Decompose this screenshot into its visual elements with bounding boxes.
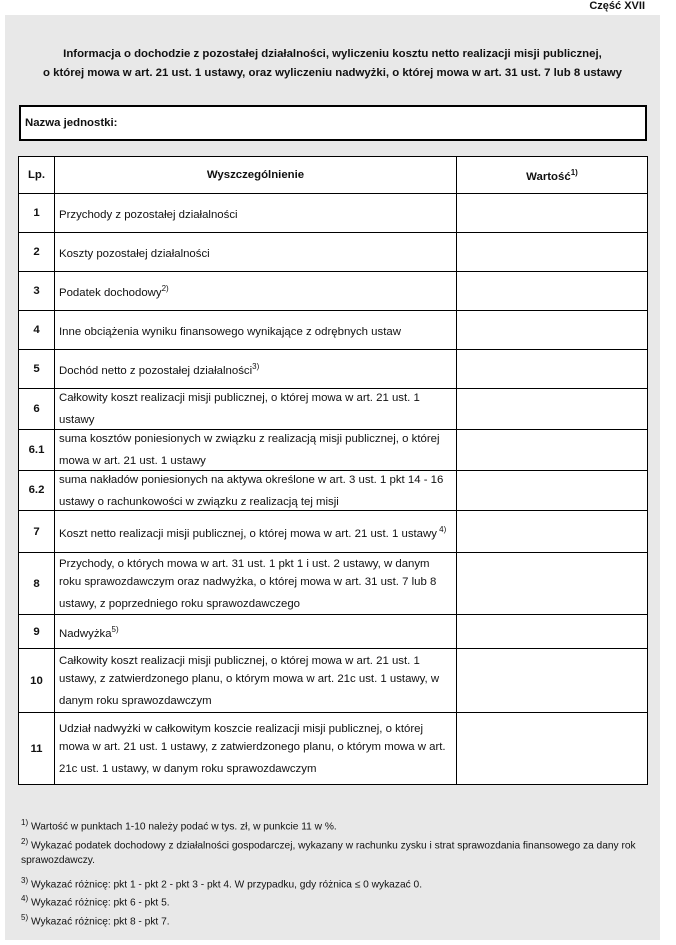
row-lp: 10 [19, 649, 55, 713]
form-title [5, 45, 660, 83]
table-header-row [19, 157, 648, 194]
row-lp: 8 [19, 553, 55, 615]
table-row [19, 389, 648, 430]
row-lp: 6.2 [19, 470, 55, 511]
row-footnote-ref: 2) [161, 284, 169, 294]
row-description-text: Nadwyżka [59, 627, 112, 640]
row-description-text: Koszt netto realizacji misji publicznej, o której mowa w art. 21 ust. 1 ustawy [59, 527, 437, 540]
unit-name-field[interactable] [19, 105, 647, 141]
row-description [55, 615, 457, 649]
row-description-text: suma nakładów poniesionych na aktywa określone w art. 3 ust. 1 pkt 14 - 16 ustawy o rachunkowości w związku z realizacją tej misji [59, 473, 444, 508]
table-row [19, 511, 648, 553]
unit-name-label: Nazwa jednostki: [25, 117, 118, 129]
footnote [21, 815, 646, 834]
footnote-number: 2) [21, 837, 29, 846]
row-description [55, 511, 457, 553]
table-row [19, 713, 648, 785]
table-row [19, 615, 648, 649]
row-value-cell[interactable] [457, 470, 648, 511]
row-description [55, 272, 457, 311]
header-value-footnote: 1) [570, 167, 578, 177]
row-description [55, 194, 457, 233]
footnote-text: Wykazać różnicę: pkt 1 - pkt 2 - pkt 3 - pkt 4. W przypadku, gdy różnica ≤ 0 wykazać 0. [28, 879, 423, 891]
row-description-text: Przychody z pozostałej działalności [59, 208, 238, 221]
header-specification: Wyszczególnienie [55, 157, 457, 194]
row-value-cell[interactable] [457, 713, 648, 785]
row-description [55, 350, 457, 389]
row-lp: 11 [19, 713, 55, 785]
row-value-cell[interactable] [457, 429, 648, 470]
row-value-cell[interactable] [457, 233, 648, 272]
table-row [19, 649, 648, 713]
footnote-text: Wykazać podatek dochodowy z działalności gospodarczej, wykazany w rachunku zysku i strat sprawozdania finansowego za dany rok sprawozdawczy. [21, 840, 636, 867]
row-description [55, 429, 457, 470]
table-row [19, 470, 648, 511]
table-row [19, 272, 648, 311]
row-value-cell[interactable] [457, 389, 648, 430]
row-description [55, 470, 457, 511]
row-value-cell[interactable] [457, 553, 648, 615]
table-row [19, 350, 648, 389]
row-value-cell[interactable] [457, 511, 648, 553]
footnote [21, 910, 646, 929]
row-description-text: suma kosztów poniesionych w związku z realizacją misji publicznej, o której mowa w art. 21 ust. 1 ustawy [59, 432, 440, 467]
row-lp: 6.1 [19, 429, 55, 470]
row-description-text: Dochód netto z pozostałej działalności [59, 364, 253, 377]
row-value-cell[interactable] [457, 194, 648, 233]
data-table [18, 156, 648, 785]
row-description-text: Inne obciążenia wyniku finansowego wynikające z odrębnych ustaw [59, 325, 401, 338]
footnote [21, 891, 646, 910]
header-value [457, 157, 648, 194]
row-description-text: Całkowity koszt realizacji misji publicznej, o której mowa w art. 21 ust. 1 ustawy, z zatwierdzonego planu, o którym mowa w art. 21c ust. 1 ustawy, w danym roku sprawozdawczym [59, 654, 440, 707]
row-description-text: Udział nadwyżki w całkowitym koszcie realizacji misji publicznej, o której mowa w art. 21 ust. 1 ustawy, z zatwierdzonego planu, o którym mowa w art. 21c ust. 1 ustawy, w danym roku sprawozdawczym [59, 722, 446, 775]
form-title-line-1: Informacja o dochodzie z pozostałej działalności, wyliczeniu kosztu netto realizacji misji publicznej, [63, 48, 602, 60]
row-description-text: Koszty pozostałej działalności [59, 247, 210, 260]
row-description-text: Podatek dochodowy [59, 286, 162, 299]
row-lp: 5 [19, 350, 55, 389]
row-lp: 1 [19, 194, 55, 233]
row-description [55, 713, 457, 785]
table-row [19, 311, 648, 350]
row-lp: 6 [19, 389, 55, 430]
table-row [19, 233, 648, 272]
form-title-line-2: o której mowa w art. 21 ust. 1 ustawy, oraz wyliczeniu nadwyżki, o której mowa w art. 31 ust. 7 lub 8 ustawy [43, 67, 622, 79]
row-value-cell[interactable] [457, 272, 648, 311]
footnote-number: 1) [21, 818, 29, 827]
row-value-cell[interactable] [457, 615, 648, 649]
row-description [55, 311, 457, 350]
footnote-text: Wykazać różnicę: pkt 6 - pkt 5. [28, 897, 170, 909]
row-lp: 9 [19, 615, 55, 649]
row-description [55, 389, 457, 430]
header-lp: Lp. [19, 157, 55, 194]
row-description [55, 233, 457, 272]
table-row [19, 194, 648, 233]
row-value-cell[interactable] [457, 350, 648, 389]
row-lp: 4 [19, 311, 55, 350]
row-value-cell[interactable] [457, 649, 648, 713]
footnote-number: 4) [21, 894, 29, 903]
row-lp: 3 [19, 272, 55, 311]
row-lp: 2 [19, 233, 55, 272]
row-value-cell[interactable] [457, 311, 648, 350]
footnote-number: 3) [21, 876, 29, 885]
part-label: Część XVII [589, 0, 645, 12]
table-row [19, 553, 648, 615]
table-row [19, 429, 648, 470]
row-lp: 7 [19, 511, 55, 553]
row-footnote-ref: 5) [111, 624, 119, 634]
row-description [55, 553, 457, 615]
row-footnote-ref: 3) [252, 362, 260, 372]
row-description [55, 649, 457, 713]
footnote-text: Wartość w punktach 1-10 należy podać w tys. zł, w punkcie 11 w %. [28, 821, 337, 833]
footnote [21, 834, 646, 868]
row-footnote-ref: 4) [436, 524, 447, 534]
header-value-label: Wartość [526, 170, 571, 183]
row-description-text: Przychody, o których mowa w art. 31 ust. 1 pkt 1 i ust. 2 ustawy, w danym roku sprawozdawczym oraz nadwyżka, o której mowa w art. 31 ust. 7 lub 8 ustawy, z poprzedniego roku sprawozdawczego [59, 557, 437, 610]
footnote-text: Wykazać różnicę: pkt 8 - pkt 7. [28, 916, 170, 928]
row-description-text: Całkowity koszt realizacji misji publicznej, o której mowa w art. 21 ust. 1 ustawy [59, 392, 420, 426]
footnote [21, 873, 646, 892]
footnote-number: 5) [21, 913, 29, 922]
